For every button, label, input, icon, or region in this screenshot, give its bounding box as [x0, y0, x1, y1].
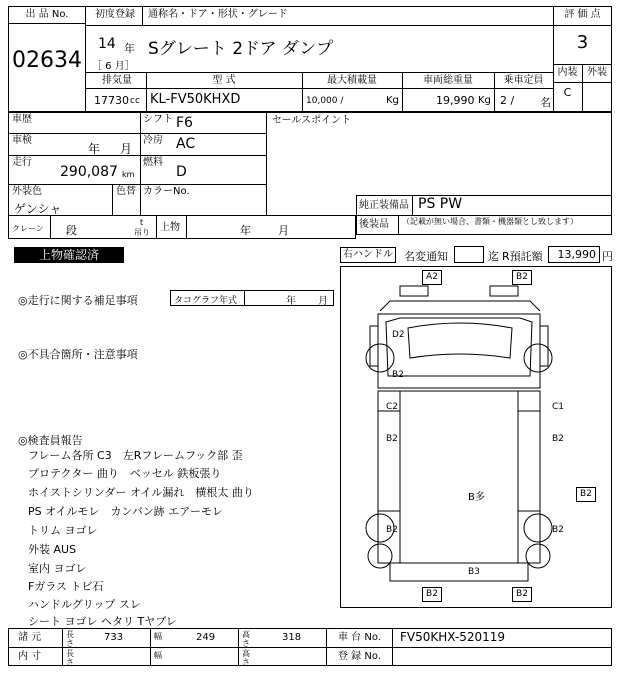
- reg-tax-unit: 円: [602, 250, 613, 263]
- history-label: 車歴: [12, 114, 32, 125]
- sales-point-label: セールスポイント: [272, 115, 352, 126]
- score-label: 評 価 点: [564, 9, 601, 20]
- aftermarket-note: （記載が無い場合、書類・機器類とし致します）: [402, 217, 578, 226]
- defects: ◎不具合箇所・注意事項: [18, 348, 138, 361]
- gross-weight: 19,990: [436, 94, 475, 107]
- mark-right-b2-mid: B2: [552, 434, 564, 444]
- aftermarket-label: 後装品: [359, 219, 389, 230]
- gross-weight-label: 車両総重量: [423, 75, 473, 86]
- max-load: 10,000 /: [306, 96, 344, 106]
- first-reg-label: 初度登録: [95, 9, 135, 20]
- upper-confirm-badge: 上物確認済: [14, 247, 124, 263]
- dims-height-label: 高さ: [242, 649, 250, 667]
- right-handle-box: 右ハンドル: [340, 247, 396, 263]
- report-line-1: フレーム各所 C3 左Rフレームフック部 歪: [28, 449, 243, 462]
- fuel-label: 燃料: [143, 157, 163, 168]
- equipment-label: 純正装備品: [359, 200, 409, 211]
- lot-no: 02634: [12, 48, 82, 73]
- grade: Sグレート 2ドア ダンプ: [148, 39, 334, 59]
- crane-row: [8, 215, 356, 239]
- crane-suspend: 吊り: [134, 228, 150, 237]
- max-load-unit: Kg: [386, 95, 399, 106]
- report-line-2: プロテクター 曲り ベッセル 鉄板張り: [28, 467, 222, 480]
- length: 733: [104, 632, 124, 643]
- width: 249: [196, 632, 216, 643]
- report-line-9: ハンドルグリップ スレ: [28, 598, 141, 611]
- crane-label: クレーン: [12, 224, 44, 233]
- report-line-6: 外装 AUS: [28, 543, 77, 556]
- chassis-label: 車 台 No.: [338, 632, 381, 643]
- mark-left-b2-mid: B2: [386, 434, 398, 444]
- inspection-label: 車検: [12, 135, 32, 146]
- mileage-label: 走行: [12, 157, 32, 168]
- mark-left-b2-lower: B2: [386, 525, 398, 535]
- name-change-label: 名変通知: [404, 250, 448, 263]
- dims-label: 内 寸: [18, 651, 42, 662]
- tacho-year: 年: [286, 296, 296, 307]
- lot-no-label: 出 品 No.: [25, 9, 69, 20]
- reg-no-label: 登 録 No.: [338, 651, 381, 662]
- shift: F6: [176, 115, 193, 131]
- report-line-8: Fガラス トビ石: [28, 580, 104, 593]
- model: KL-FV50KHXD: [150, 92, 241, 107]
- mark-top-right: B2: [512, 270, 532, 285]
- exterior-label: 外装: [587, 67, 607, 78]
- mileage: 290,087: [60, 164, 118, 180]
- tacho-month: 月: [318, 296, 328, 307]
- mark-left-c2: C2: [386, 402, 399, 412]
- report-line-3: ホイストシリンダー オイル漏れ 横根太 曲り: [28, 486, 254, 499]
- ext-color-label: 外装色: [12, 186, 42, 197]
- reg-tax-prefix: 迄: [488, 250, 499, 263]
- truck-outline: [340, 266, 612, 608]
- color-no-label: カラーNo.: [143, 186, 190, 197]
- height: 318: [282, 632, 302, 643]
- year: 14: [98, 36, 116, 52]
- report-line-7: 室内 ヨゴレ: [28, 562, 87, 575]
- dims-length-label: 長さ: [66, 649, 74, 667]
- height-label: 高さ: [242, 630, 250, 648]
- mark-right-b2-lower: B2: [552, 525, 564, 535]
- capacity-label: 乗車定員: [503, 75, 544, 86]
- ext-color: ゲンシャ: [14, 202, 62, 216]
- mark-bottom-right: B2: [512, 587, 532, 602]
- dims-width-label: 幅: [154, 651, 162, 660]
- max-load-label: 最大積載量: [327, 75, 377, 86]
- equipment: PS PW: [418, 196, 463, 212]
- mark-right-b2-box: B2: [576, 487, 596, 502]
- capacity: 2 /: [500, 94, 515, 107]
- chassis: FV50KHX-520119: [400, 630, 506, 644]
- upper-year: 年: [240, 224, 251, 237]
- reg-tax-label: R預託額: [502, 250, 543, 263]
- report-line-5: トリム ヨゴレ: [28, 524, 98, 537]
- ac-label: 冷房: [143, 135, 163, 146]
- reg-tax-value: 13,990: [557, 248, 596, 261]
- length-label: 長さ: [66, 630, 74, 648]
- mark-top-left: A2: [422, 270, 442, 285]
- mark-bed-center: B多: [468, 492, 485, 503]
- shift-label: シフト: [143, 114, 173, 125]
- crane-t: t: [140, 218, 144, 227]
- grade-label: 通称名・ドア・形状・グレード: [148, 9, 288, 20]
- inspection-month: 月: [120, 142, 133, 156]
- displacement-label: 排気量: [102, 75, 132, 86]
- interior-label: 内装: [557, 67, 578, 78]
- inspection-year: 年: [88, 142, 101, 156]
- mark-cab-d2: D2: [392, 330, 405, 340]
- report-line-10: シート ヨゴレ ヘタリ Tヤブレ: [28, 615, 177, 628]
- displacement-unit: cc: [130, 96, 140, 106]
- mark-rear-b3: B3: [468, 567, 480, 577]
- upper-month: 月: [278, 224, 289, 237]
- driving-notes: ◎走行に関する補足事項: [18, 294, 138, 307]
- model-label: 型 式: [212, 75, 236, 86]
- mark-right-c1: C1: [552, 402, 565, 412]
- report-line-4: PS オイルモレ カンバン跡 エアーモレ: [28, 505, 223, 518]
- month: ［ 6 月］: [92, 61, 135, 72]
- inspector-report: ◎検査員報告: [18, 434, 83, 447]
- name-change-box: [454, 246, 484, 263]
- crane-stage: 段: [66, 224, 77, 237]
- ac: AC: [176, 136, 196, 152]
- fuel: D: [176, 164, 187, 180]
- mark-bottom-left: B2: [422, 587, 442, 602]
- mark-left-b2-upper: B2: [392, 370, 404, 380]
- interior-score: C: [563, 86, 572, 99]
- year-unit: 年: [124, 42, 135, 55]
- width-label: 幅: [154, 632, 162, 641]
- gross-weight-unit: Kg: [478, 95, 491, 106]
- color-change-label: 色替: [116, 186, 136, 197]
- capacity-unit: 名: [540, 96, 551, 109]
- spec-label: 諸 元: [18, 632, 42, 643]
- score: 3: [576, 32, 589, 53]
- upper-label: 上物: [160, 222, 180, 233]
- displacement: 17730: [94, 94, 129, 107]
- tacho-label: タコグラフ年式: [174, 296, 238, 306]
- mileage-unit: km: [122, 170, 135, 179]
